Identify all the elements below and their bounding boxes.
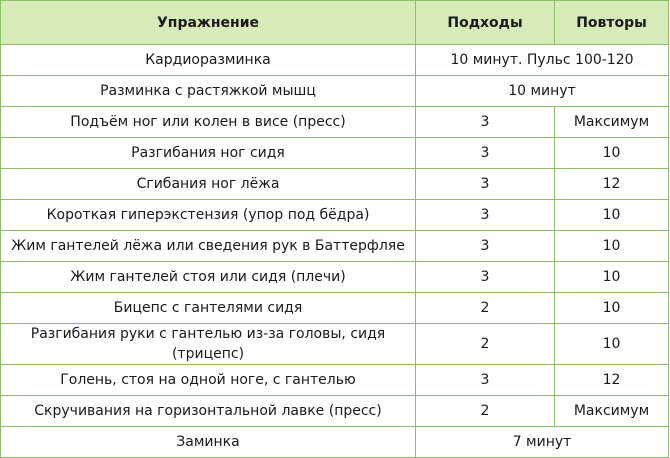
- sets-cell: 3: [416, 200, 555, 231]
- table-row: [1, 231, 669, 262]
- header-sets: Подходы: [416, 1, 555, 45]
- exercise-cell: Жим гантелей стоя или сидя (плечи): [1, 262, 416, 293]
- exercise-cell: Сгибания ног лёжа: [1, 169, 416, 200]
- reps-cell: 10: [555, 138, 669, 169]
- exercise-cell: Голень, стоя на одной ноге, с гантелью: [1, 365, 416, 396]
- exercise-cell: Подъём ног или колен в висе (пресс): [1, 107, 416, 138]
- table-row: [1, 107, 669, 138]
- sets-cell: 3: [416, 231, 555, 262]
- sets-cell: 2: [416, 293, 555, 324]
- reps-cell: 10: [555, 231, 669, 262]
- reps-cell: 10: [555, 200, 669, 231]
- exercise-cell: Заминка: [1, 427, 416, 458]
- duration-cell: 10 минут. Пульс 100-120: [416, 45, 669, 76]
- sets-cell: 2: [416, 396, 555, 427]
- sets-cell: 2: [416, 324, 555, 365]
- sets-cell: 3: [416, 365, 555, 396]
- exercise-cell: Разгибания руки с гантелью из-за головы, сидя (трицепс): [1, 324, 416, 365]
- reps-cell: 12: [555, 169, 669, 200]
- sets-cell: 3: [416, 138, 555, 169]
- table-row: [1, 200, 669, 231]
- duration-cell: 10 минут: [416, 76, 669, 107]
- reps-cell: Максимум: [555, 107, 669, 138]
- exercise-cell: Кардиоразминка: [1, 45, 416, 76]
- table-row: [1, 45, 669, 76]
- table-row: [1, 138, 669, 169]
- header-exercise: Упражнение: [1, 1, 416, 45]
- table-header-row: [1, 1, 669, 45]
- table-row: [1, 76, 669, 107]
- reps-cell: 10: [555, 262, 669, 293]
- reps-cell: 10: [555, 324, 669, 365]
- exercise-cell: Короткая гиперэкстензия (упор под бёдра): [1, 200, 416, 231]
- duration-cell: 7 минут: [416, 427, 669, 458]
- table-row: [1, 427, 669, 458]
- table-row: [1, 324, 669, 365]
- sets-cell: 3: [416, 262, 555, 293]
- reps-cell: Максимум: [555, 396, 669, 427]
- reps-cell: 10: [555, 293, 669, 324]
- exercise-cell: Разгибания ног сидя: [1, 138, 416, 169]
- table-row: [1, 396, 669, 427]
- sets-cell: 3: [416, 107, 555, 138]
- table-row: [1, 169, 669, 200]
- reps-cell: 12: [555, 365, 669, 396]
- table-row: [1, 262, 669, 293]
- table-row: [1, 293, 669, 324]
- exercise-cell: Разминка с растяжкой мышц: [1, 76, 416, 107]
- table-row: [1, 365, 669, 396]
- exercise-cell: Жим гантелей лёжа или сведения рук в Баттерфляе: [1, 231, 416, 262]
- header-reps: Повторы: [555, 1, 669, 45]
- exercise-cell: Скручивания на горизонтальной лавке (пресс): [1, 396, 416, 427]
- sets-cell: 3: [416, 169, 555, 200]
- exercise-cell: Бицепс с гантелями сидя: [1, 293, 416, 324]
